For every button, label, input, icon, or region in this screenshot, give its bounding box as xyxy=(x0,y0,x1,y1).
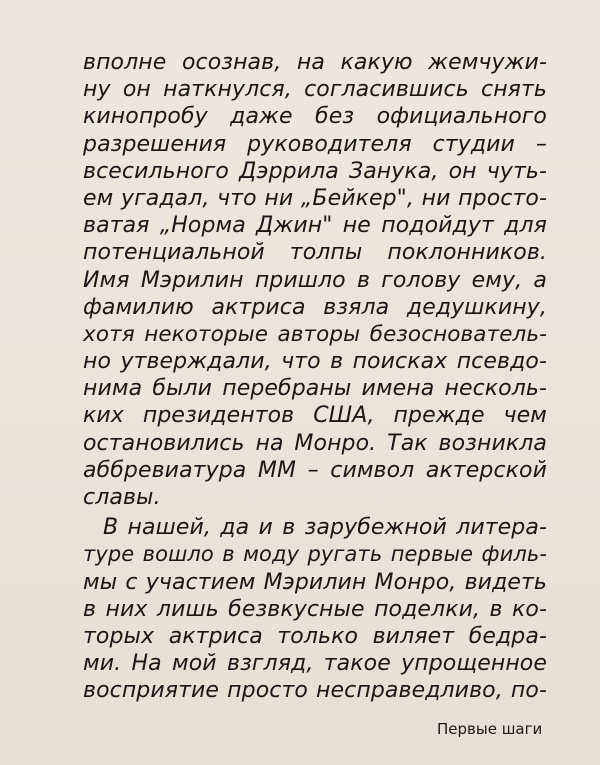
text-line: фамилию актриса взяла дедушкину, xyxy=(83,294,547,320)
text-line: разрешения руководителя студии – xyxy=(83,131,547,157)
text-line: славы. xyxy=(83,485,161,510)
text-line: В нашей, да и в зарубежной литера- xyxy=(103,515,547,541)
text-line: ми. На мой взгляд, такое упрощенное xyxy=(83,651,547,677)
text-line: в них лишь безвкусные поделки, в ко- xyxy=(83,596,547,622)
text-line: ких президентов США, прежде чем xyxy=(83,403,547,429)
text-line: мы с участием Мэрилин Монро, видеть xyxy=(83,569,547,595)
text-line: всесильного Дэррила Занука, он чуть- xyxy=(83,158,547,184)
text-line: туре вошло в моду ругать первые филь- xyxy=(83,542,547,567)
paragraph-1 xyxy=(83,49,547,511)
text-line: вполне осознав, на какую жемчужи- xyxy=(83,50,547,75)
paragraph-2 xyxy=(83,514,547,704)
text-line: кинопробу даже без официального xyxy=(83,104,547,130)
text-line: восприятие просто несправедливо, по- xyxy=(83,678,547,704)
text-line: торых актриса только виляет бедра- xyxy=(83,623,547,649)
text-line: Имя Мэрилин пришло в голову ему, а xyxy=(83,267,547,293)
text-line: остановились на Монро. Так возникла xyxy=(83,430,547,456)
text-line: хотя некоторые авторы безоснователь- xyxy=(83,321,547,347)
text-line: нима были перебраны имена несколь- xyxy=(83,376,547,402)
text-line: ватая „Норма Джин" не подойдут для xyxy=(83,213,547,239)
text-line: потенциальной толпы поклонников. xyxy=(83,240,547,266)
text-line: ем угадал, что ни „Бейкер", ни просто- xyxy=(83,185,547,211)
text-line: ну он наткнулся, согласившись снять xyxy=(83,77,547,103)
running-footer-title: Первые шаги xyxy=(437,720,543,738)
body-text xyxy=(83,49,547,705)
text-line: но утверждали, что в поисках псевдо- xyxy=(83,349,547,375)
text-line: аббревиатура ММ – символ актерской xyxy=(83,457,547,483)
